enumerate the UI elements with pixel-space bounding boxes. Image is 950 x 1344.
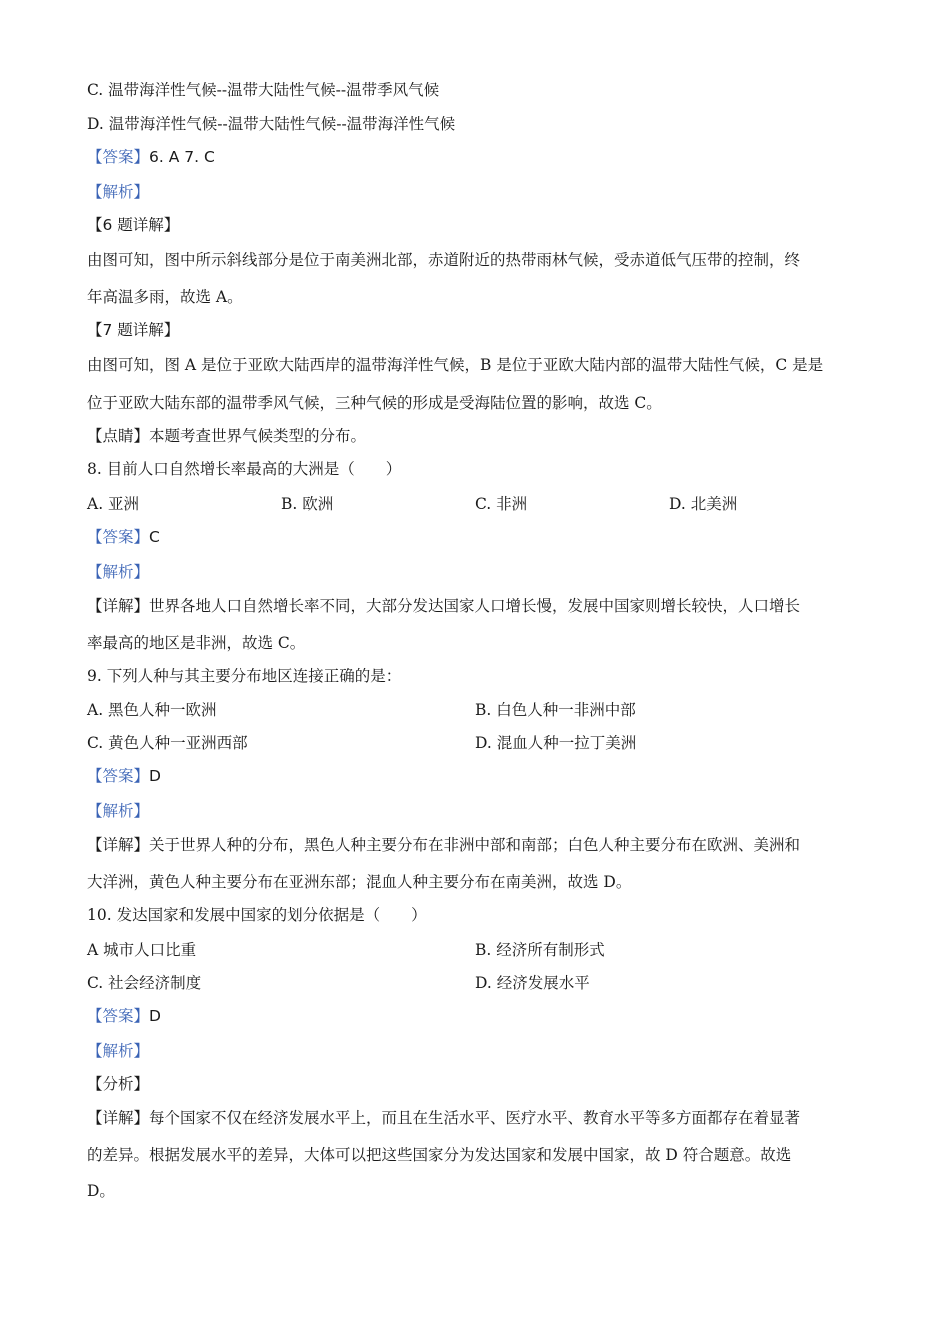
comment-line: 【点睛】本题考查世界气候类型的分布。 [87,427,367,445]
q7-option-c: C. 温带海洋性气候--温带大陆性气候--温带季风气候 [87,81,440,99]
q10-option-b: B. 经济所有制形式 [475,941,605,959]
analysis2-tag: 【分析】 [87,1075,150,1093]
q9-option-d: D. 混血人种一拉丁美洲 [475,734,637,752]
answer-tag: 【答案】 [87,1007,150,1025]
analysis-tag: 【解析】 [87,183,150,201]
q8-option-a: A. 亚洲 [87,495,140,513]
q10-option-d: D. 经济发展水平 [475,974,590,992]
answer-tag: 【答案】 [87,528,150,546]
q8-stem: 8. 目前人口自然增长率最高的大洲是（ ） [87,460,402,478]
q9-option-b: B. 白色人种一非洲中部 [475,701,636,719]
answer-value: 6. A 7. C [149,148,215,166]
q10-stem: 10. 发达国家和发展中国家的划分依据是（ ） [87,906,427,924]
q6-detail-line: 年高温多雨，故选 A。 [87,288,243,306]
q9-detail-line: 【详解】关于世界人种的分布，黑色人种主要分布在非洲中部和南部；白色人种主要分布在欧洲、美洲和 [87,836,801,854]
q7-detail-line: 由图可知，图 A 是位于亚欧大陆西岸的温带海洋性气候，B 是位于亚欧大陆内部的温带大陆性气候，C 是是 [87,356,824,374]
q8-answer-row [87,526,867,548]
q6-detail-tag: 【6 题详解】 [87,216,180,234]
answer-row-6-7 [87,146,867,168]
analysis-tag: 【解析】 [87,802,150,820]
q10-option-a: A 城市人口比重 [87,941,197,959]
q8-option-c: C. 非洲 [475,495,528,513]
q10-detail-line: D。 [87,1182,115,1200]
q8-detail-line: 率最高的地区是非洲，故选 C。 [87,634,306,652]
q6-detail-line: 由图可知，图中所示斜线部分是位于南美洲北部，赤道附近的热带雨林气候，受赤道低气压带的控制，终 [87,251,801,269]
q9-option-a: A. 黑色人种一欧洲 [87,701,217,719]
answer-tag: 【答案】 [87,148,150,166]
q9-stem: 9. 下列人种与其主要分布地区连接正确的是： [87,667,402,685]
q10-detail-line: 的差异。根据发展水平的差异，大体可以把这些国家分为发达国家和发展中国家，故 D 符合题意。故选 [87,1146,792,1164]
answer-value: C [149,528,160,546]
q9-option-c: C. 黄色人种一亚洲西部 [87,734,248,752]
q10-answer-row [87,1005,867,1027]
q8-option-b: B. 欧洲 [281,495,334,513]
q10-detail-line: 【详解】每个国家不仅在经济发展水平上，而且在生活水平、医疗水平、教育水平等多方面都存在着显著 [87,1109,801,1127]
analysis-tag: 【解析】 [87,563,150,581]
q8-option-d: D. 北美洲 [669,495,738,513]
q7-option-d: D. 温带海洋性气候--温带大陆性气候--温带海洋性气候 [87,115,456,133]
q9-detail-line: 大洋洲，黄色人种主要分布在亚洲东部；混血人种主要分布在南美洲，故选 D。 [87,873,632,891]
answer-value: D [149,767,161,785]
analysis-tag: 【解析】 [87,1042,150,1060]
q9-answer-row [87,765,867,787]
q7-detail-line: 位于亚欧大陆东部的温带季风气候，三种气候的形成是受海陆位置的影响，故选 C。 [87,394,662,412]
q7-detail-tag: 【7 题详解】 [87,321,180,339]
answer-tag: 【答案】 [87,767,150,785]
answer-value: D [149,1007,161,1025]
q8-detail-line: 【详解】世界各地人口自然增长率不同，大部分发达国家人口增长慢，发展中国家则增长较快，人口增长 [87,597,801,615]
q10-option-c: C. 社会经济制度 [87,974,202,992]
